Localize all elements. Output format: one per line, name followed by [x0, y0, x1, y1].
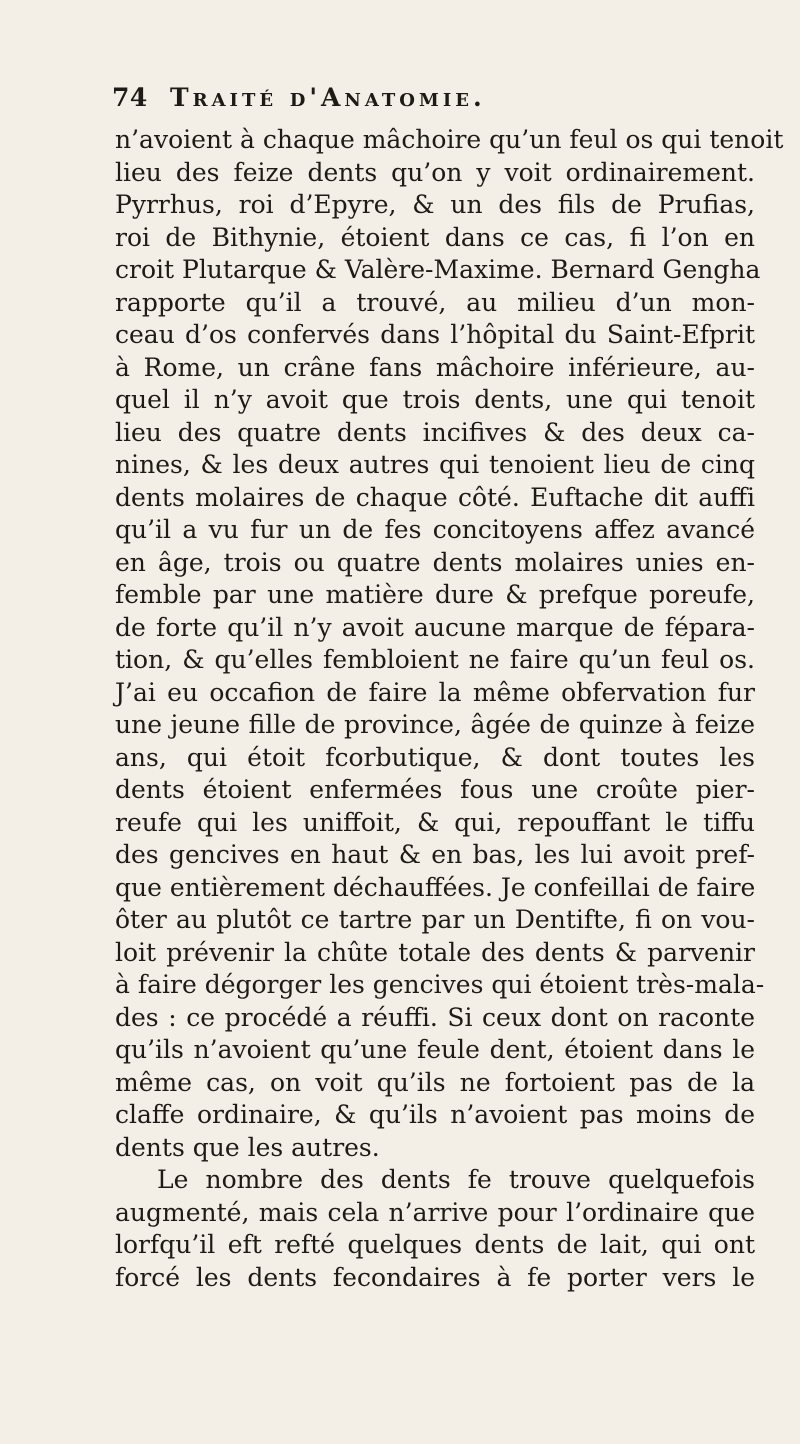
text-line: Pyrrhus, roi d’Epyre, & un des fils de Prufias,: [115, 190, 755, 219]
text-line: que entièrement déchauffées. Je confeillai de faire: [115, 872, 756, 902]
text-line: claffe ordinaire, & qu’ils n’avoient pas moins de: [115, 1100, 755, 1129]
paragraph-start-line: Le nombre des dents fe trouve quelquefois: [157, 1165, 755, 1194]
text-line: qu’il a vu fur un de fes concitoyens affez avancé: [115, 515, 755, 544]
text-line: roi de Bithynie, étoient dans ce cas, fi l’on en: [115, 222, 755, 252]
text-line: même cas, on voit qu’ils ne fortoient pas de la: [115, 1067, 755, 1097]
text-line: n’avoient à chaque mâchoire qu’un feul os qui tenoit: [115, 125, 784, 154]
text-line: de forte qu’il n’y avoit aucune marque de fépara-: [115, 612, 755, 642]
text-line: lieu des quatre dents incifives & des deux ca-: [115, 417, 755, 447]
text-line: reufe qui les uniffoit, & qui, repouffant le tiffu: [115, 807, 755, 837]
text-line: J’ai eu occafion de faire la même obfervation fur: [115, 677, 755, 707]
page-number: 74: [112, 83, 148, 112]
text-line: dents étoient enfermées fous une croûte pier-: [115, 775, 755, 804]
paragraph-end-line: dents que les autres.: [115, 1132, 380, 1162]
text-line: une jeune fille de province, âgée de quinze à feize: [115, 710, 755, 739]
text-line: tion, & qu’elles fembloient ne faire qu’un feul os.: [115, 645, 755, 674]
text-line: en âge, trois ou quatre dents molaires unies en-: [115, 547, 755, 577]
text-line: croit Plutarque & Valère-Maxime. Bernard Gengha: [115, 255, 761, 284]
text-line: nines, & les deux autres qui tenoient lieu de cinq: [115, 450, 755, 479]
text-line: femble par une matière dure & prefque poreufe,: [115, 580, 755, 609]
text-line: ceau d’os confervés dans l’hôpital du Saint-Efprit: [115, 320, 755, 349]
text-line: quel il n’y avoit que trois dents, une qui tenoit: [115, 385, 755, 414]
text-line: rapporte qu’il a trouvé, au milieu d’un mon-: [115, 287, 755, 317]
running-title: Traité d'Anatomie.: [170, 83, 486, 112]
text-line: lieu des feize dents qu’on y voit ordinairement.: [115, 157, 755, 187]
text-line: des : ce procédé a réuffi. Si ceux dont on raconte: [115, 1002, 755, 1032]
text-line: à faire dégorger les gencives qui étoient très-mala-: [115, 970, 765, 999]
text-line: forcé les dents fecondaires à fe porter vers le: [115, 1262, 755, 1292]
text-line: ôter au plutôt ce tartre par un Dentifte, fi on vou-: [115, 905, 755, 934]
running-head: [112, 78, 672, 118]
text-line: augmenté, mais cela n’arrive pour l’ordinaire que: [115, 1197, 755, 1227]
text-line: qu’ils n’avoient qu’une feule dent, étoient dans le: [115, 1035, 755, 1064]
text-line: dents molaires de chaque côté. Euftache dit auffi: [115, 482, 755, 512]
text-line: des gencives en haut & en bas, les lui avoit pref-: [115, 840, 755, 869]
body-text: [115, 124, 784, 1294]
text-line: ans, qui étoit fcorbutique, & dont toutes les: [115, 742, 755, 772]
text-line: à Rome, un crâne fans mâchoire inférieure, au-: [115, 352, 755, 382]
text-line: lorfqu’il eft refté quelques dents de lait, qui ont: [115, 1230, 755, 1259]
text-line: loit prévenir la chûte totale des dents & parvenir: [115, 937, 755, 967]
